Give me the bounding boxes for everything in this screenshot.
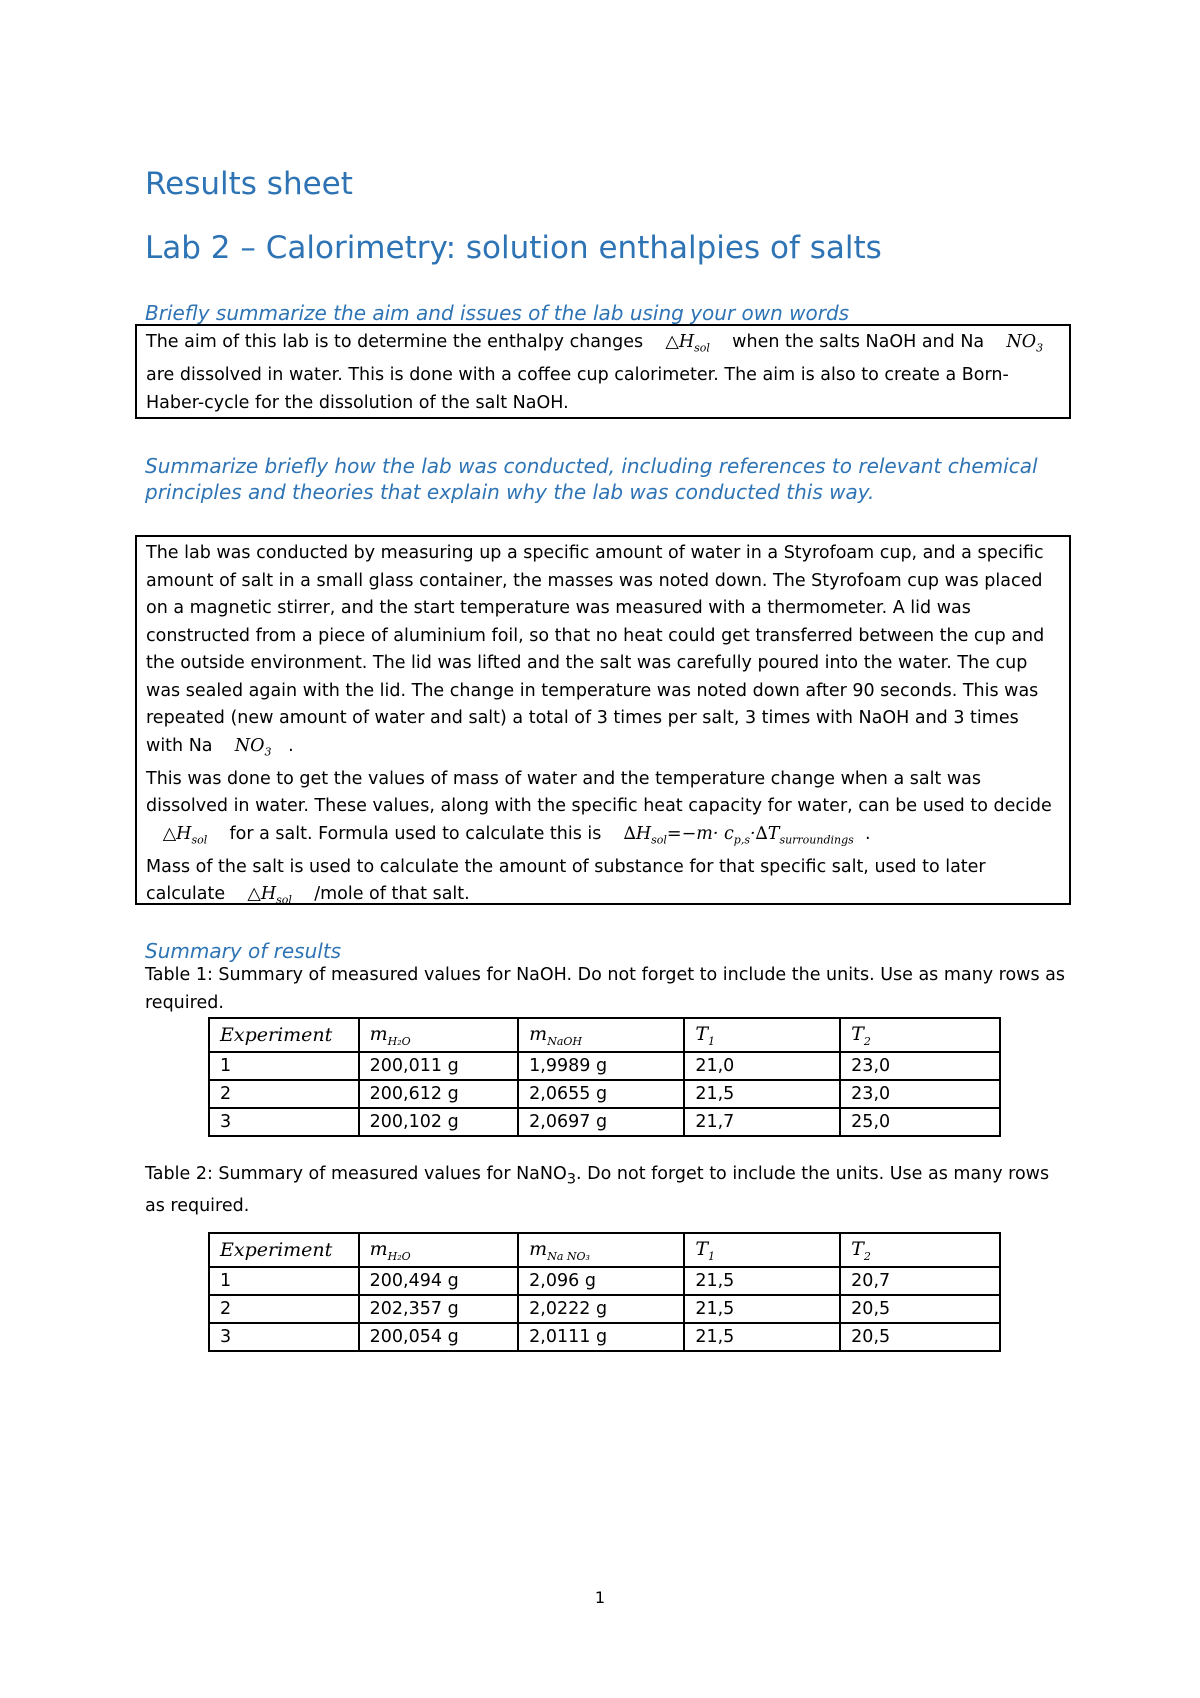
aim-box — [135, 324, 1071, 419]
header-experiment: Experiment — [209, 1233, 359, 1267]
enthalpy-formula: $\Delta H_{sol}=-m\cdot c_{p,s}\cdot\Delta T_{surroundings}$ — [623, 823, 854, 846]
table-row: 2 200,612 g 2,0655 g 21,5 23,0 — [209, 1080, 1000, 1108]
page-title: Results sheet — [145, 166, 353, 202]
header-m-h2o: $m_{H_2O}$ — [359, 1233, 519, 1267]
aim-text: The aim of this lab is to determine the enthalpy changes $\triangle H_{sol}$ when the salts NaOH and Na $NO_3$ are dissolved in water. This is done with a coffee cup calorimeter. The aim is also to create a Born-Haber-cycle for the dissolution of the salt NaOH. — [146, 332, 1044, 413]
header-t2: $T_2$ — [840, 1233, 1000, 1267]
delta-h-sol-math: $\triangle H_{sol}$ — [247, 884, 292, 907]
table2-caption: Table 2: Summary of measured values for NaNO$_3$. Do not forget to include the units. Use as many rows as required. — [145, 1164, 1050, 1216]
table-row: 2 202,357 g 2,0222 g 21,5 20,5 — [209, 1295, 1000, 1323]
table-nano3 — [208, 1232, 1001, 1352]
lab-subtitle: Lab 2 – Calorimetry: solution enthalpies of salts — [145, 230, 882, 266]
method-para-2: This was done to get the values of mass of water and the temperature change when a salt was dissolved in water. These values, along with the specific heat capacity for water, can be used to decide $\triangle H_{sol}$ for a salt. Formula used to calculate this is $\Delta H_{sol}=-m\cdot c_{p,s}\cdot\Delta T_{surroundings}$ . — [146, 768, 1052, 846]
method-heading: Summarize briefly how the lab was conducted, including references to relevant chemical principles and theories that explain why the lab was conducted this way. — [145, 454, 1038, 504]
table-header-row — [209, 1018, 1000, 1052]
delta-h-sol-math: $\triangle H_{sol}$ — [162, 823, 208, 846]
delta-h-sol-math: $\triangle H_{sol}$ — [665, 332, 710, 355]
method-box — [135, 535, 1071, 905]
table-row: 3 200,054 g 2,0111 g 21,5 20,5 — [209, 1323, 1000, 1351]
method-para-3: Mass of the salt is used to calculate the amount of substance for that specific salt, used to later calculate $\triangle H_{sol}$ /mole of that salt. — [146, 856, 986, 907]
table-naoh — [208, 1017, 1001, 1137]
table-row: 1 200,011 g 1,9989 g 21,0 23,0 — [209, 1052, 1000, 1080]
aim-heading: Briefly summarize the aim and issues of the lab using your own words — [145, 301, 850, 325]
header-t1: $T_1$ — [684, 1018, 840, 1052]
results-heading: Summary of results — [145, 939, 342, 963]
header-m-nano3: $m_{Na NO_3}$ — [518, 1233, 684, 1267]
header-t1: $T_1$ — [684, 1233, 840, 1267]
header-m-naoh: $m_{NaOH}$ — [518, 1018, 684, 1052]
no3-math: $NO_3$ — [234, 735, 272, 758]
no3-math: $NO_3$ — [1006, 332, 1044, 355]
table-row: 3 200,102 g 2,0697 g 21,7 25,0 — [209, 1108, 1000, 1136]
header-experiment: Experiment — [209, 1018, 359, 1052]
table-row: 1 200,494 g 2,096 g 21,5 20,7 — [209, 1267, 1000, 1295]
table1-caption: Table 1: Summary of measured values for NaOH. Do not forget to include the units. Use as many rows as required. — [145, 965, 1065, 1013]
page-number: 1 — [594, 1588, 606, 1607]
method-para-1: The lab was conducted by measuring up a specific amount of water in a Styrofoam cup, and a specific amount of salt in a small glass container, the masses was noted down. The Styrofoam cup was placed on a magnetic stirrer, and the start temperature was measured with a thermometer. A lid was constructed from a piece of aluminium foil, so that no heat could get transferred between the cup and the outside environment. The lid was lifted and the salt was carefully poured into the water. The cup was sealed again with the lid. The change in temperature was noted down after 90 seconds. This was repeated (new amount of water and salt) a total of 3 times per salt, 3 times with NaOH and 3 times with Na $NO_3$ . — [146, 543, 1045, 758]
header-m-h2o: $m_{H_2O}$ — [359, 1018, 519, 1052]
table-header-row — [209, 1233, 1000, 1267]
header-t2: $T_2$ — [840, 1018, 1000, 1052]
